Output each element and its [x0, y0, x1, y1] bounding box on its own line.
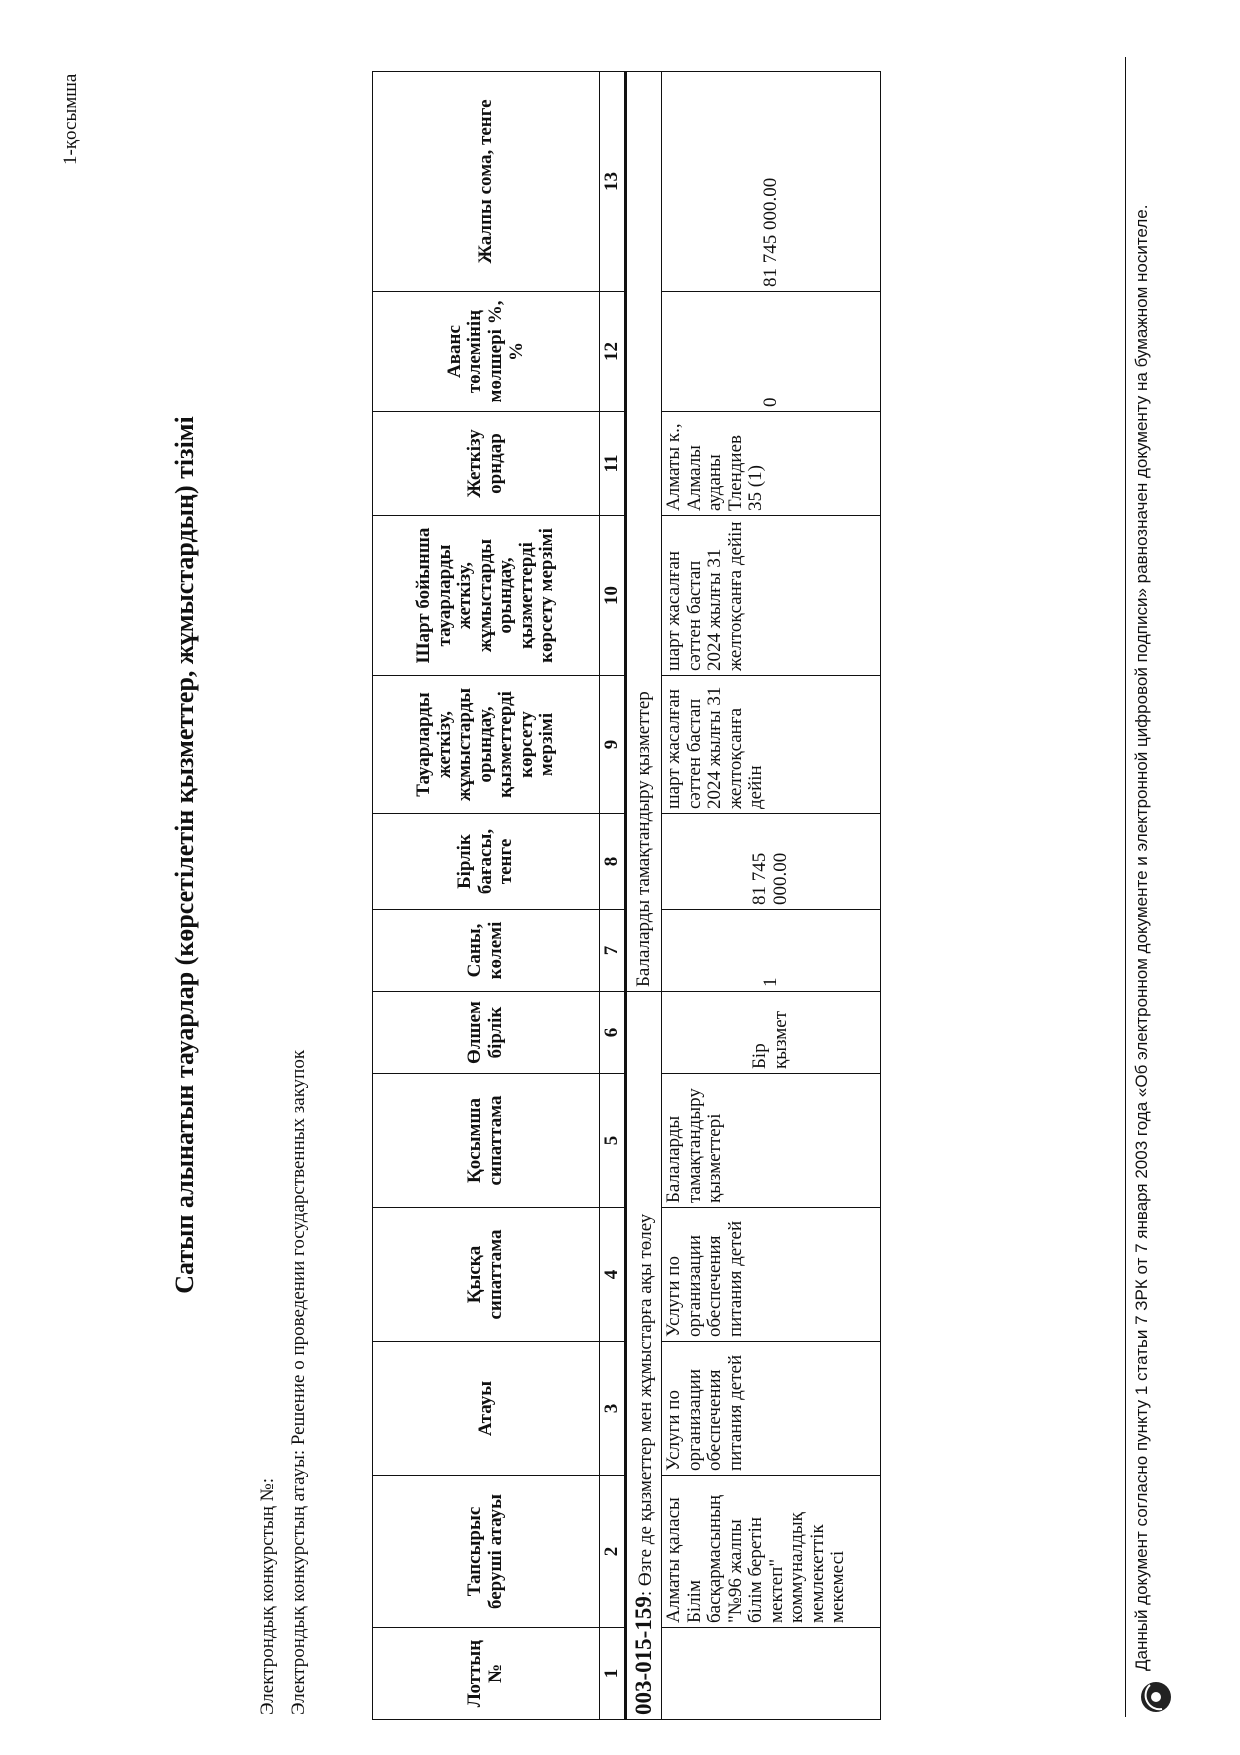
group-cell [626, 992, 662, 1720]
footer-text: Данный документ согласно пункту 1 статьи 7 ЗРК от 7 января 2003 года «Об электронном документе и электронной цифровой подписи» равнозначен документу на бумажном носителе. [1132, 204, 1151, 1671]
group-code: 003-015-159 [631, 1596, 656, 1715]
cell-unit: Бір қызмет [662, 992, 881, 1074]
cell-delivery-place: Алматы к., Алмалы ауданы Тлендиев 35 (1) [662, 412, 881, 516]
group-row [626, 72, 662, 1720]
header-customer: Тапсырыс беруші атауы [373, 1476, 600, 1628]
footer-note [1125, 57, 1152, 1717]
header-advance-percent: Аванс төлемінің мөлшері %, % [373, 292, 600, 412]
contest-number-label: Электрондық конкурстың №: [257, 1477, 278, 1715]
header-name: Атауы [373, 1342, 600, 1476]
header-unit: Өлшем бірлік [373, 992, 600, 1074]
header-additional-description: Қосымша сипаттама [373, 1074, 600, 1208]
header-lot-no: Лоттың № [373, 1628, 600, 1720]
page-title: Сатып алынатын тауарлар (көрсетілетін қызметтер, жұмыстардың) тізімі [170, 416, 199, 1294]
column-number: 3 [600, 1342, 626, 1476]
column-number: 6 [600, 992, 626, 1074]
cell-delivery-term: шарт жасалған сәттен бастап 2024 жылғы 31 желтоқсанға дейін [662, 676, 881, 814]
group-description: : Өзге де қызметтер мен жұмыстарға ақы төлеу [635, 1213, 656, 1597]
subgroup-cell: Балаларды тамақтандыру қызметтер [626, 72, 662, 992]
column-number: 4 [600, 1208, 626, 1342]
cell-quantity: 1 [662, 910, 881, 992]
header-contract-term: Шарт бойынша тауарларды жеткізу, жұмыстарды орындау, қызметтерді көрсету мерзімі [373, 516, 600, 676]
column-number-row [600, 72, 626, 1720]
cell-additional-description: Балаларды тамақтандыру қызметтері [662, 1074, 881, 1208]
cell-advance-percent: 0 [662, 292, 881, 412]
cell-name: Услуги по организации обеспечения питания детей [662, 1342, 881, 1476]
contest-name-label: Электрондық конкурстың атауы: Решение о проведении государственных закупок [288, 1049, 309, 1715]
cell-short-description: Услуги по организации обеспечения питания детей [662, 1208, 881, 1342]
column-number: 1 [600, 1628, 626, 1720]
column-number: 11 [600, 412, 626, 516]
header-total-amount: Жалпы сома, тенге [373, 72, 600, 292]
column-number: 5 [600, 1074, 626, 1208]
column-number: 12 [600, 292, 626, 412]
column-number: 9 [600, 676, 626, 814]
cell-customer: Алматы қаласы Білім басқармасының "№96 жалпы білім беретін мектеп" коммуналдық мемлекеттік мекемесі [662, 1476, 881, 1628]
column-number: 10 [600, 516, 626, 676]
table-row [662, 72, 881, 1720]
table-header-row [373, 72, 600, 1720]
cell-lot-no [662, 1628, 881, 1720]
cell-total-amount: 81 745 000.00 [662, 72, 881, 292]
appendix-label: 1-қосымша [60, 73, 81, 165]
column-number: 7 [600, 910, 626, 992]
procurement-table [372, 71, 881, 1720]
column-number: 13 [600, 72, 626, 292]
header-short-description: Қысқа сипаттама [373, 1208, 600, 1342]
cell-contract-term: шарт жасалған сәттен бастап 2024 жылғы 31 желтоқсанға дейін [662, 516, 881, 676]
header-unit-price: Бірлік бағасы, тенге [373, 814, 600, 910]
cell-unit-price: 81 745 000.00 [662, 814, 881, 910]
header-delivery-term: Тауарларды жеткізу, жұмыстарды орындау, қызметтерді көрсету мерзімі [373, 676, 600, 814]
header-delivery-place: Жеткізу орндар [373, 412, 600, 516]
column-number: 8 [600, 814, 626, 910]
header-quantity: Саны, көлемі [373, 910, 600, 992]
column-number: 2 [600, 1476, 626, 1628]
